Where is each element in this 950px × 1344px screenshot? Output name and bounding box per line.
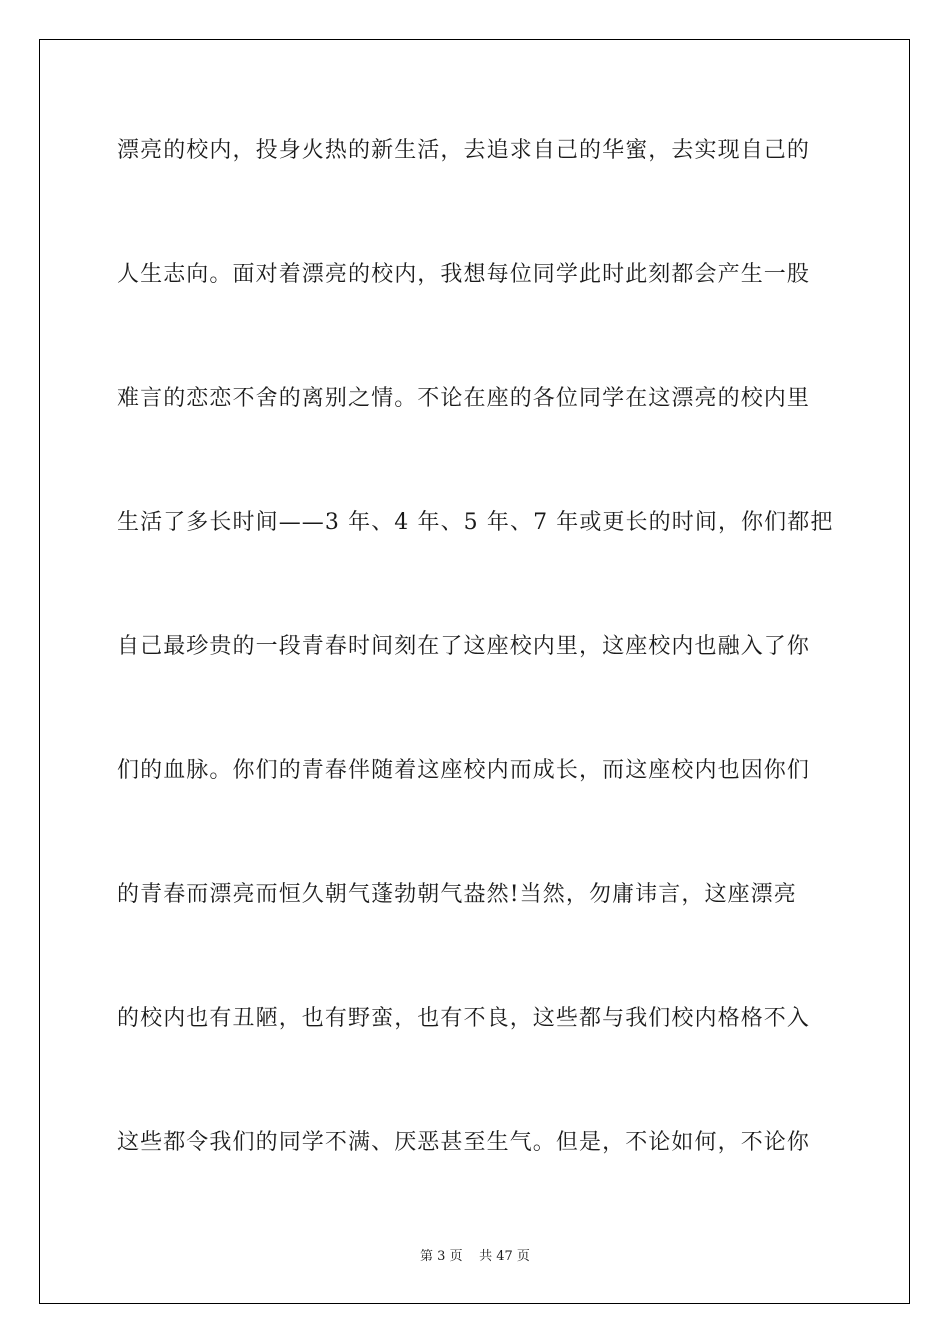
text-line-7: 的青春而漂亮而恒久朝气蓬勃朝气盎然!当然，勿庸讳言，这座漂亮: [117, 882, 797, 907]
page-total: 共 47 页: [479, 1249, 530, 1264]
page-number: 第 3 页: [420, 1249, 463, 1264]
text-line-3: 难言的恋恋不舍的离别之情。不论在座的各位同学在这漂亮的校内里: [117, 386, 811, 411]
page-border: [39, 39, 910, 1304]
text-line-4: 生活了多长时间——3 年、4 年、5 年、7 年或更长的时间，你们都把: [117, 510, 834, 535]
text-line-6: 们的血脉。你们的青春伴随着这座校内而成长，而这座校内也因你们: [117, 758, 811, 783]
text-line-1: 漂亮的校内，投身火热的新生活，去追求自己的华蜜，去实现自己的: [117, 138, 811, 163]
page-footer: [0, 1248, 950, 1266]
text-line-8: 的校内也有丑陋，也有野蛮，也有不良，这些都与我们校内格格不入: [117, 1006, 811, 1031]
text-line-9: 这些都令我们的同学不满、厌恶甚至生气。但是，不论如何，不论你: [117, 1130, 811, 1155]
text-line-5: 自己最珍贵的一段青春时间刻在了这座校内里，这座校内也融入了你: [117, 634, 811, 659]
text-line-2: 人生志向。面对着漂亮的校内，我想每位同学此时此刻都会产生一股: [117, 262, 811, 287]
